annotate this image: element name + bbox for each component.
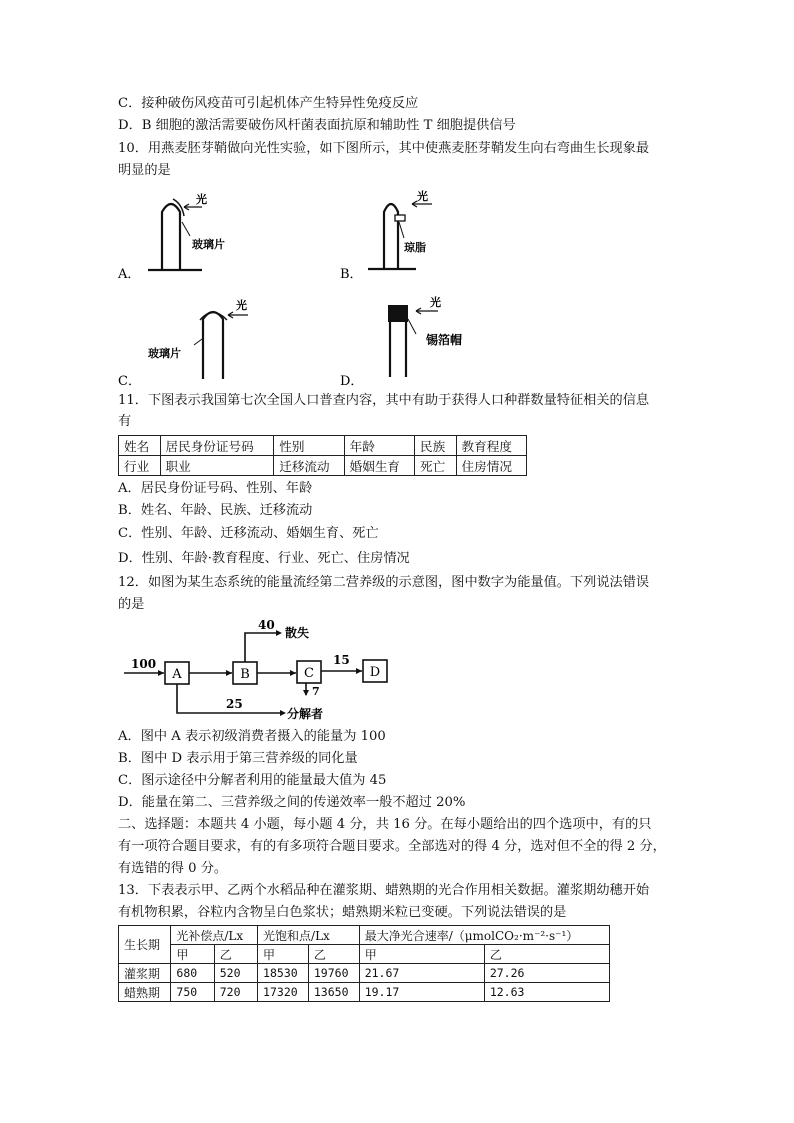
table-header-cell: 甲 (359, 945, 484, 964)
arrow-head-icon (356, 668, 362, 674)
section2-line2: 有一项符合题目要求，有的有多项符合题目要求。全部选对的得 4 分，选对但不全的得 2 分， (118, 839, 666, 854)
label-leader-line (408, 319, 416, 334)
table-row (119, 436, 527, 456)
table-header-cell: 最大净光合速率/（μmolCO₂·m⁻²·s⁻¹） (359, 926, 609, 945)
table-row (119, 945, 610, 964)
section2-line1: 二、选择题：本题共 4 小题，每小题 4 分，共 16 分。在每小题给出的四个选项中，有的只 (118, 817, 652, 832)
q10-figure-d-letter: D． (340, 374, 364, 387)
q10-figure-b-letter: B． (340, 267, 363, 280)
table-cell: 职业 (160, 456, 274, 476)
box-d-label: D (369, 665, 381, 680)
agar-label: 琼脂 (404, 241, 426, 254)
table-cell: 蜡熟期 (119, 983, 171, 1002)
section2-line3: 有选错的得 0 分。 (118, 861, 228, 876)
q10-stem-line2: 明显的是 (118, 163, 171, 178)
input-value: 100 (131, 657, 157, 671)
table-header-cell: 乙 (484, 945, 609, 964)
arrow-head-icon (276, 630, 282, 636)
glass-plate-label: 玻璃片 (192, 238, 225, 251)
q10-figure-b (340, 188, 490, 280)
table-header-cell: 光饱和点/Lx (258, 926, 360, 945)
table-cell: 行业 (119, 456, 161, 476)
table-cell: 750 (171, 983, 214, 1002)
q12-option-a: A．图中 A 表示初级消费者摄入的能量为 100 (118, 729, 386, 744)
q12-option-c: C．图示途径中分解者利用的能量最大值为 45 (118, 773, 387, 788)
table-header-cell: 生长期 (119, 926, 171, 964)
table-cell: 居民身份证号码 (160, 436, 274, 456)
decomposer-label: 分解者 (287, 707, 324, 721)
table-row (119, 456, 527, 476)
table-header-cell: 甲 (258, 945, 309, 964)
q9-option-d: D．B 细胞的激活需要破伤风杆菌表面抗原和辅助性 T 细胞提供信号 (118, 118, 516, 133)
table-cell: 19760 (308, 964, 359, 983)
box-b-label: B (240, 667, 250, 682)
q11-census-table (118, 435, 527, 476)
q11-option-c: C．性别、年龄、迁移流动、婚姻生育、死亡 (118, 526, 379, 541)
label-leader-line (194, 339, 202, 345)
arrow-head-icon (290, 670, 296, 676)
arrow-head-icon (158, 670, 164, 676)
table-cell: 13650 (308, 983, 359, 1002)
tin-foil-cap (388, 305, 408, 322)
q13-photosynthesis-table (118, 925, 610, 1002)
table-cell: 18530 (258, 964, 309, 983)
table-cell: 性别 (274, 436, 344, 456)
coleoptile (203, 312, 223, 379)
arrow-head-icon (303, 690, 309, 696)
q11-option-d: D．性别、年龄·教育程度、行业、死亡、住房情况 (118, 551, 410, 566)
table-cell: 年龄 (344, 436, 414, 456)
glass-plate-label: 玻璃片 (148, 347, 181, 360)
box-a-label: A (172, 667, 182, 682)
table-cell: 12.63 (484, 983, 609, 1002)
table-row (119, 926, 610, 945)
table-row (119, 983, 610, 1002)
table-cell: 27.26 (484, 964, 609, 983)
table-cell: 民族 (415, 436, 457, 456)
table-cell: 720 (214, 983, 257, 1002)
table-cell: 姓名 (119, 436, 161, 456)
q11-stem-line2: 有 (118, 414, 132, 429)
q10-figure-d (340, 292, 490, 387)
arrow-line (245, 633, 280, 662)
light-label: 光 (430, 296, 441, 309)
label-leader-line (399, 222, 404, 238)
light-label: 光 (417, 190, 428, 203)
table-cell: 迁移流动 (274, 456, 344, 476)
table-cell: 婚姻生育 (344, 456, 414, 476)
label-leader-line (182, 222, 190, 236)
q10-figure-c (118, 295, 268, 387)
table-cell: 死亡 (415, 456, 457, 476)
box-c-label: C (304, 666, 314, 681)
q13-stem-line1: 13．下表表示甲、乙两个水稻品种在灌浆期、蜡熟期的光合作用相关数据。灌浆期幼穗开始 (118, 883, 650, 898)
agar-block (395, 215, 405, 221)
arrow-head-icon (280, 710, 286, 716)
coleoptile (384, 204, 398, 269)
tin-foil-cap-label: 锡箔帽 (426, 333, 463, 347)
q12-stem-line1: 12．如图为某生态系统的能量流经第二营养级的示意图，图中数字为能量值。下列说法错误 (118, 575, 650, 590)
table-header-cell: 乙 (308, 945, 359, 964)
glass-plate-shape (173, 199, 184, 216)
c-to-d-value: 15 (333, 653, 350, 667)
loss-label: 散失 (285, 626, 310, 640)
q12-energy-flow-diagram (118, 615, 398, 723)
table-row (119, 964, 610, 983)
q10-figure-c-letter: C． (118, 374, 141, 387)
table-header-cell: 甲 (171, 945, 214, 964)
decomposer-value: 25 (226, 697, 243, 711)
q11-option-b: B．姓名、年龄、民族、迁移流动 (118, 503, 313, 518)
q11-stem-line1: 11．下图表示我国第七次全国人口普查内容，其中有助于获得人口种群数量特征相关的信息 (118, 393, 650, 408)
q11-option-a: A．居民身份证号码、性别、年龄 (118, 481, 313, 496)
arrow-head-icon (226, 670, 232, 676)
table-cell: 21.67 (359, 964, 484, 983)
light-label: 光 (196, 193, 207, 206)
table-cell: 19.17 (359, 983, 484, 1002)
table-header-cell: 乙 (214, 945, 257, 964)
q10-stem-line1: 10．用燕麦胚芽鞘做向光性实验，如下图所示，其中使燕麦胚芽鞘发生向右弯曲生长现象最 (118, 141, 650, 156)
q12-option-b: B．图中 D 表示用于第三营养级的同化量 (118, 751, 358, 766)
table-cell: 灌浆期 (119, 964, 171, 983)
table-cell: 520 (214, 964, 257, 983)
loss-value: 40 (258, 618, 275, 632)
q12-stem-line2: 的是 (118, 597, 145, 612)
q10-figure-a-letter: A． (118, 267, 141, 280)
c-down-value: 7 (312, 685, 320, 698)
q13-stem-line2: 有机物积累，谷粒内含物呈白色浆状；蜡熟期米粒已变硬。下列说法错误的是 (118, 905, 567, 920)
q12-option-d: D．能量在第二、三营养级之间的传递效率一般不超过 20% (118, 795, 466, 810)
table-header-cell: 光补偿点/Lx (171, 926, 258, 945)
light-label: 光 (236, 299, 247, 312)
table-cell: 教育程度 (456, 436, 526, 456)
coleoptile (162, 204, 180, 270)
table-cell: 17320 (258, 983, 309, 1002)
q9-option-c: C．接种破伤风疫苗可引起机体产生特异性免疫反应 (118, 96, 419, 111)
q10-figure-a (118, 190, 268, 280)
table-cell: 住房情况 (456, 456, 526, 476)
table-cell: 680 (171, 964, 214, 983)
